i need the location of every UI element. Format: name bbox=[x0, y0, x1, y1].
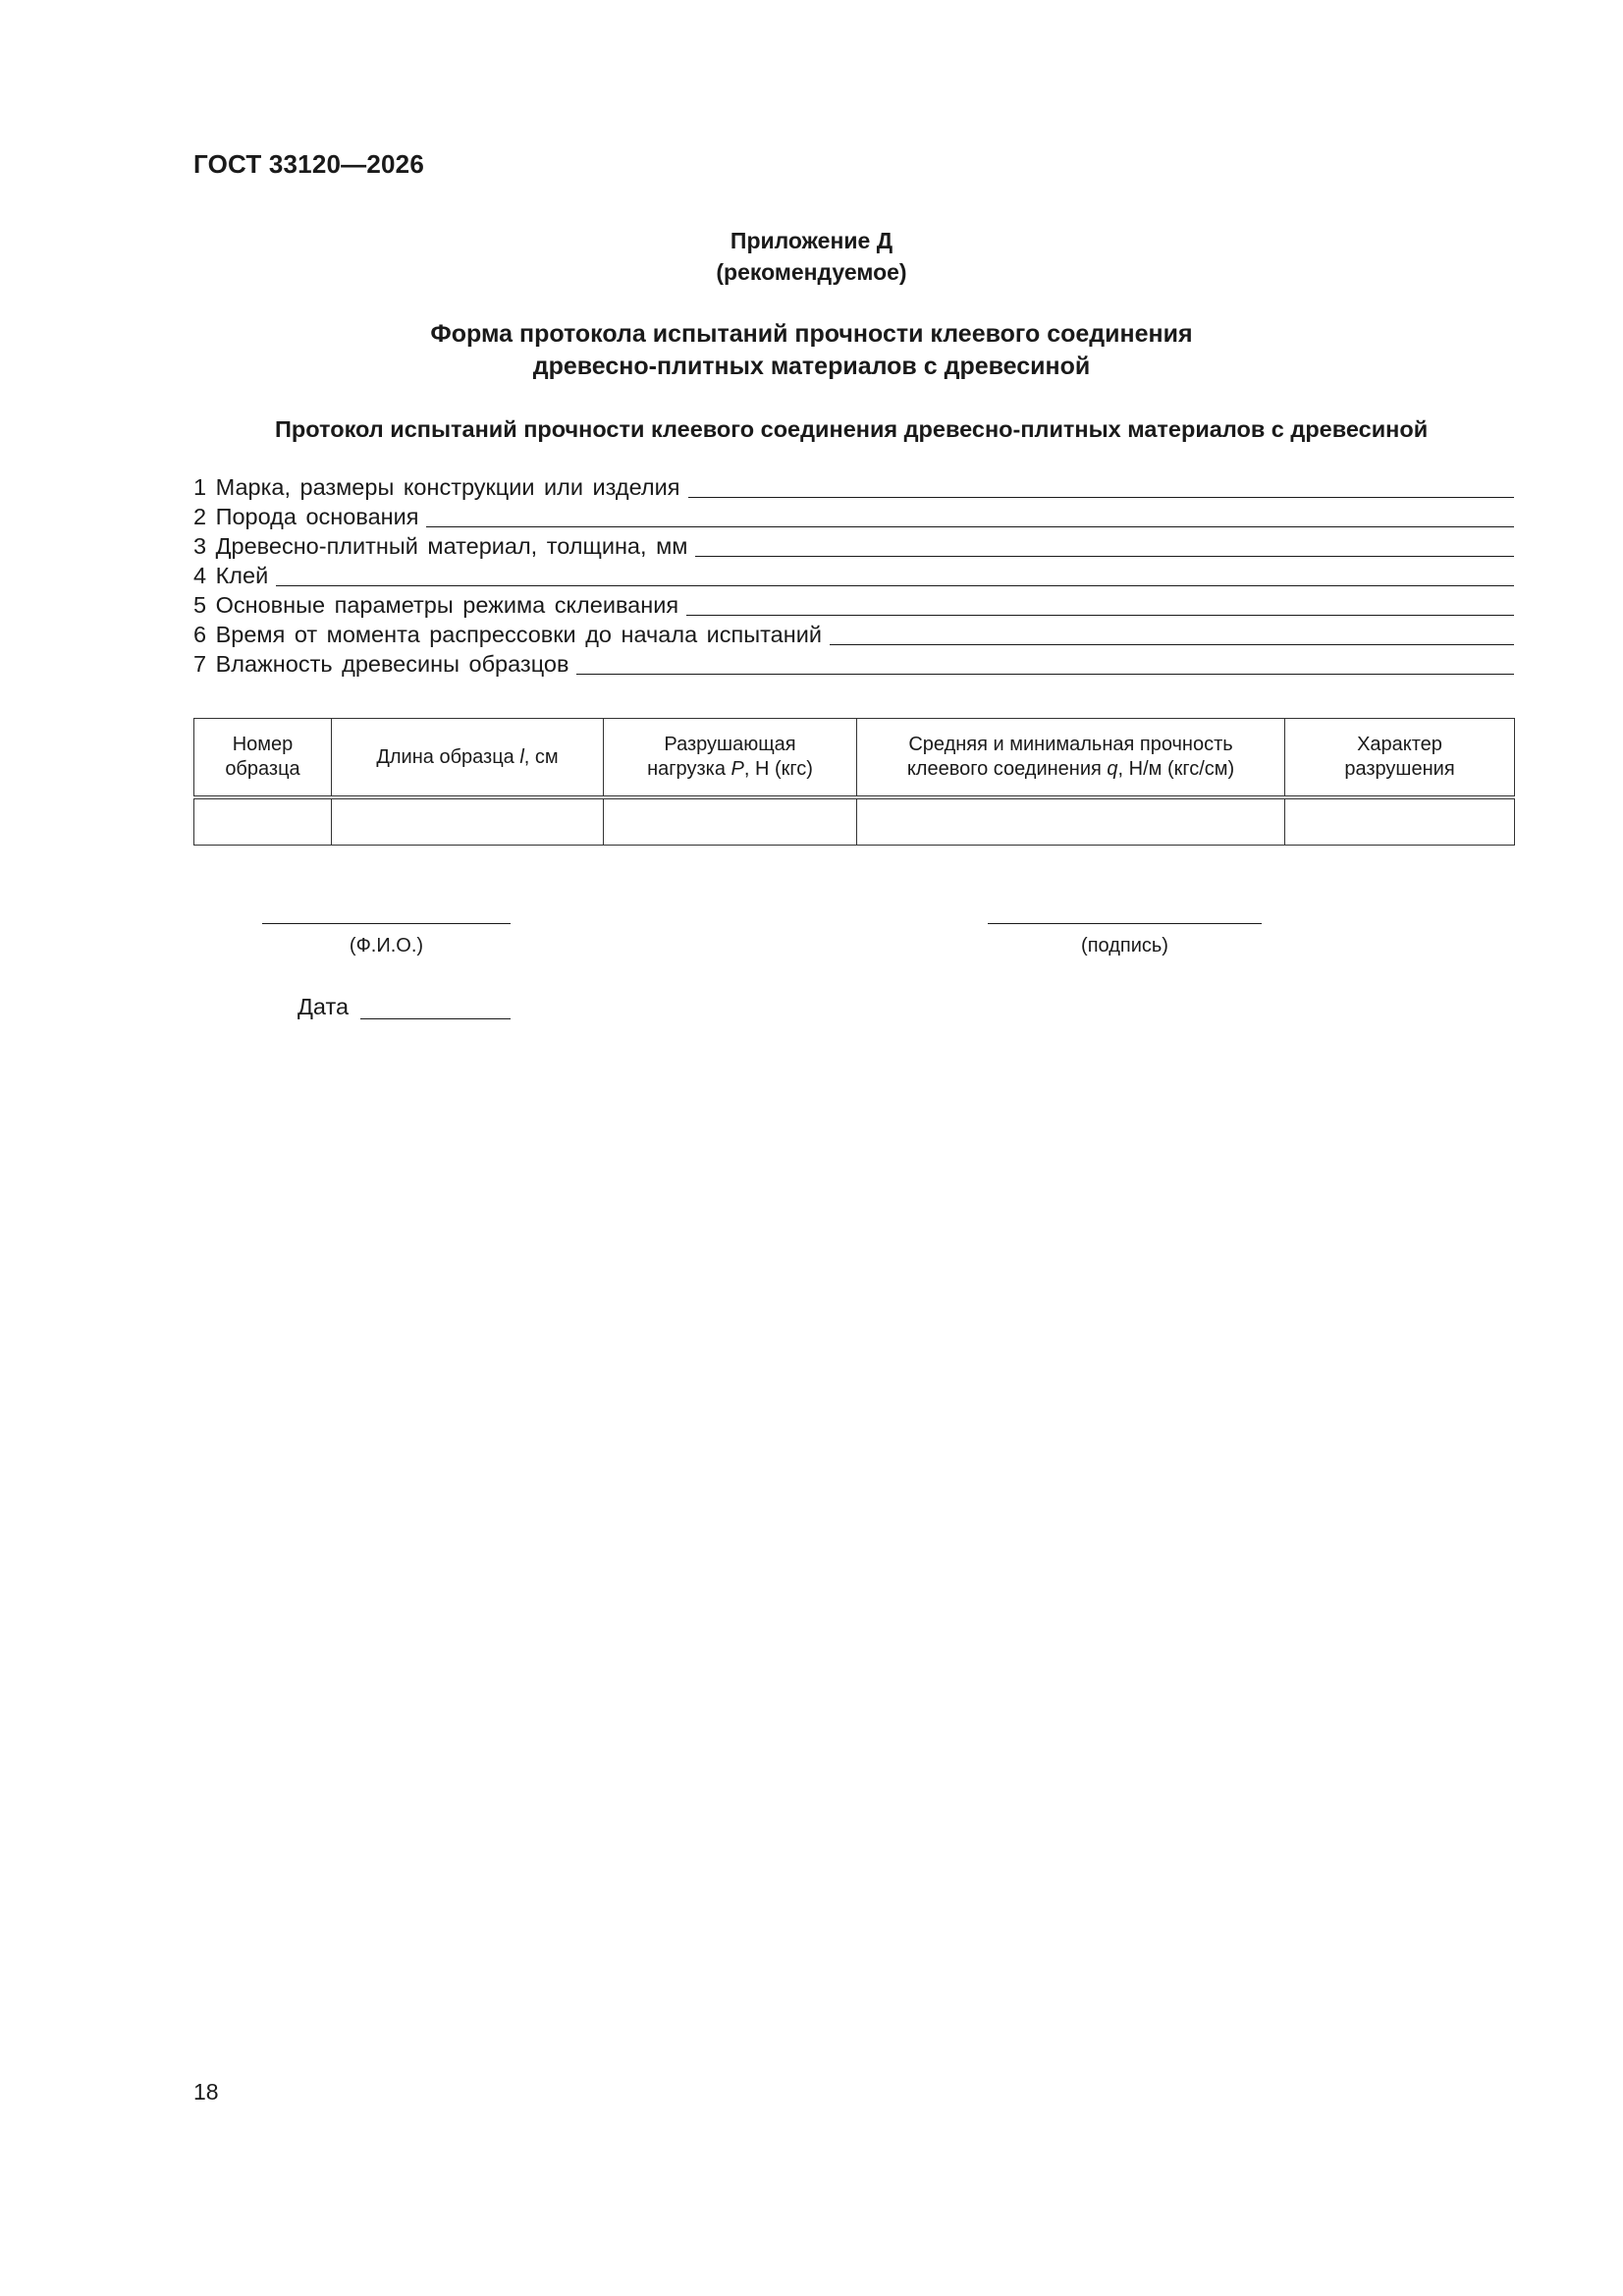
field-label: 4 Клей bbox=[193, 563, 269, 588]
field-blank-line[interactable] bbox=[276, 564, 1514, 586]
results-table bbox=[193, 718, 1515, 846]
field-blank-line[interactable] bbox=[426, 505, 1514, 527]
field-label: 2 Порода основания bbox=[193, 504, 419, 529]
signature-line[interactable] bbox=[988, 921, 1262, 924]
field-label: 6 Время от момента распрессовки до начала испытаний bbox=[193, 622, 822, 647]
field-label: 1 Марка, размеры конструкции или изделия bbox=[193, 474, 680, 500]
field-blank-line[interactable] bbox=[695, 534, 1514, 557]
header-breaking-load: Разрушающая нагрузка P, Н (кгс) bbox=[604, 719, 857, 798]
document-header: ГОСТ 33120—2026 bbox=[193, 149, 424, 179]
field-blank-line[interactable] bbox=[830, 623, 1514, 645]
table-cell[interactable] bbox=[604, 797, 857, 846]
annex-title: Приложение Д bbox=[730, 228, 893, 253]
field-row bbox=[193, 530, 1514, 560]
header-sample-length: Длина образца l, см bbox=[332, 719, 604, 798]
field-label: 5 Основные параметры режима склеивания bbox=[193, 592, 679, 618]
field-row bbox=[193, 501, 1514, 530]
field-row bbox=[193, 648, 1514, 678]
name-caption: (Ф.И.О.) bbox=[349, 935, 424, 957]
annex-type: (рекомендуемое) bbox=[716, 259, 907, 285]
table-cell[interactable] bbox=[194, 797, 332, 846]
field-row bbox=[193, 471, 1514, 501]
header-failure-type: Характер разрушения bbox=[1285, 719, 1515, 798]
field-blank-line[interactable] bbox=[686, 593, 1514, 616]
header-sample-number: Номер образца bbox=[194, 719, 332, 798]
table-cell[interactable] bbox=[332, 797, 604, 846]
table-row bbox=[194, 797, 1515, 846]
table-header-row bbox=[194, 719, 1515, 798]
name-signature-line[interactable] bbox=[262, 921, 511, 924]
table-cell[interactable] bbox=[857, 797, 1285, 846]
field-row bbox=[193, 619, 1514, 648]
field-blank-line[interactable] bbox=[576, 652, 1514, 675]
field-row bbox=[193, 560, 1514, 589]
field-row bbox=[193, 589, 1514, 619]
signature-caption: (подпись) bbox=[1081, 935, 1168, 957]
page-number: 18 bbox=[193, 2079, 219, 2105]
table-cell[interactable] bbox=[1285, 797, 1515, 846]
header-bond-strength: Средняя и минимальная прочность клеевого соединения q, Н/м (кгс/см) bbox=[857, 719, 1285, 798]
form-title-line1: Форма протокола испытаний прочности клеевого соединения bbox=[430, 320, 1193, 348]
protocol-title: Протокол испытаний прочности клеевого соединения древесно-плитных материалов с древесиной bbox=[275, 416, 1429, 442]
form-title-line2: древесно-плитных материалов с древесиной bbox=[532, 353, 1091, 380]
date-label: Дата bbox=[298, 994, 350, 1019]
field-blank-line[interactable] bbox=[688, 475, 1515, 498]
field-label: 3 Древесно-плитный материал, толщина, мм bbox=[193, 533, 688, 559]
field-label: 7 Влажность древесины образцов bbox=[193, 651, 569, 677]
date-line[interactable] bbox=[360, 1016, 511, 1019]
